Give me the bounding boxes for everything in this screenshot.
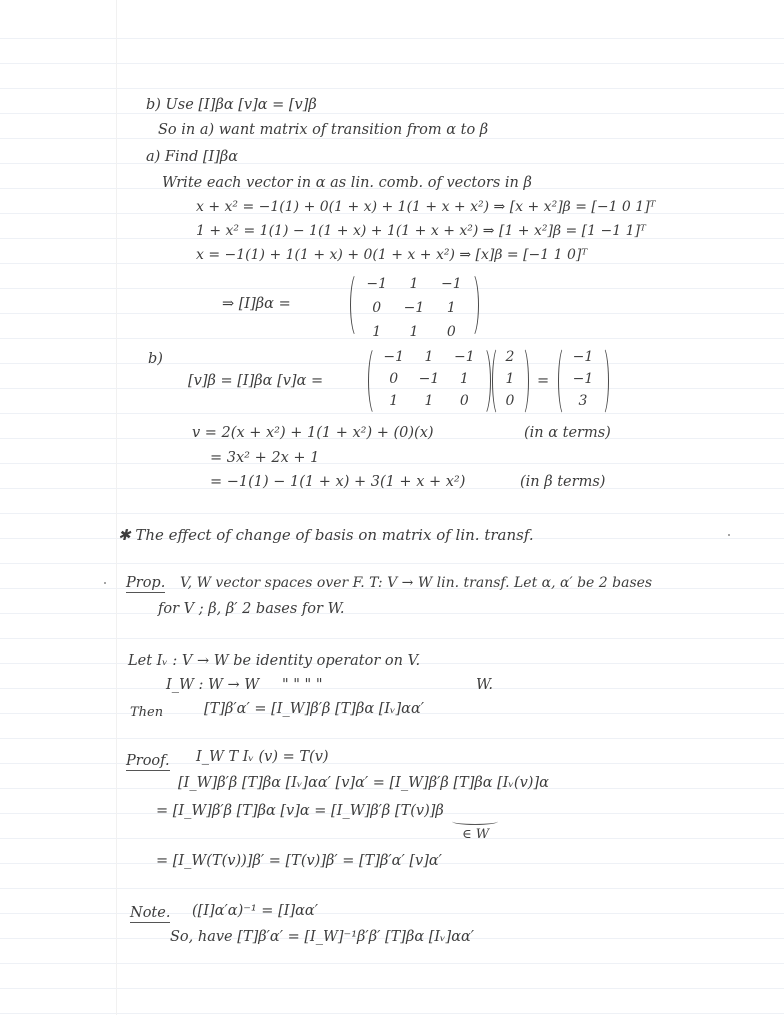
part-b-label: b): [148, 351, 163, 367]
proof-label: Proof.: [126, 753, 170, 769]
right-paren: [476, 346, 491, 416]
matrix-cell: 0: [372, 300, 382, 316]
bullet-dot: [104, 582, 106, 584]
matrix-cell: 0: [389, 371, 399, 387]
then-equation: [T]β′α′ = [I_W]β′β [T]βα [Iᵥ]αα′: [204, 701, 425, 717]
equation-3: x = −1(1) + 1(1 + x) + 0(1 + x + x²) ⇒ [x]β = [−1 1 0]ᵀ: [196, 247, 588, 263]
margin-line: [116, 0, 117, 1015]
matrix-cell: 0: [459, 393, 469, 409]
matrix-I-beta-alpha-b: [376, 346, 482, 412]
matrix-cell: 1: [409, 276, 419, 292]
equation-2: 1 + x² = 1(1) − 1(1 + x) + 1(1 + x + x²) ⇒ [1 + x²]β = [1 −1 1]ᵀ: [196, 223, 646, 239]
line-b-use: b) Use [I]βα [v]α = [v]β: [146, 97, 317, 113]
matrix-cell: 1: [459, 371, 469, 387]
note-line-1: ([I]α′α)⁻¹ = [I]αα′: [192, 903, 318, 919]
vector-v-beta: [566, 346, 600, 412]
matrix-cell: 1: [446, 300, 456, 316]
matrix-I-beta-alpha: [358, 272, 470, 344]
section-heading: ✱ The effect of change of basis on matrix of lin. transf.: [118, 526, 534, 544]
note-label: Note.: [130, 905, 171, 921]
matrix-cell: 1: [409, 324, 419, 340]
prop-text-2: for V ; β, β′ 2 bases for W.: [158, 601, 345, 617]
v-line-1-note: (in α terms): [524, 425, 611, 441]
matrix-cell: 1: [372, 324, 382, 340]
note-line-2: So, have [T]β′α′ = [I_W]⁻¹β′β′ [T]βα [Iᵥ]αα′: [170, 929, 475, 945]
stray-mark: [728, 534, 730, 536]
underbrace: [452, 818, 498, 825]
matrix-cell: 1: [424, 393, 434, 409]
matrix-cell: 1: [389, 393, 399, 409]
vb-label: [v]β = [I]βα [v]α =: [188, 373, 324, 389]
right-paren: [596, 346, 609, 416]
prop-label: Prop.: [126, 575, 166, 591]
then-label: Then: [130, 705, 164, 720]
equation-1: x + x² = −1(1) + 0(1 + x) + 1(1 + x + x²) ⇒ [x + x²]β = [−1 0 1]ᵀ: [196, 199, 656, 215]
line-write-each: Write each vector in α as lin. comb. of vectors in β: [162, 175, 532, 191]
let-line-2-end: W.: [476, 677, 493, 693]
matrix-cell: 0: [446, 324, 456, 340]
matrix-cell: 1: [424, 349, 434, 365]
vector-cell: 2: [505, 349, 515, 365]
matrix-cell: −1: [418, 371, 440, 387]
vector-cell: 1: [505, 371, 515, 387]
line-so-in-a: So in a) want matrix of transition from α to β: [158, 122, 489, 138]
prop-text-1: V, W vector spaces over F. T: V → W lin. transf. Let α, α′ be 2 bases: [180, 575, 653, 591]
v-line-2: = 3x² + 2x + 1: [210, 450, 320, 466]
proof-line-1: I_W T Iᵥ (v) = T(v): [196, 749, 329, 765]
matrix-cell: −1: [366, 276, 387, 292]
matrix-cell: −1: [441, 276, 462, 292]
let-line-2-operator: I_W : W → W: [166, 677, 260, 693]
proof-line-4: = [I_W(T(v))]β′ = [T(v)]β′ = [T]β′α′ [v]α′: [156, 853, 442, 869]
vector-cell: −1: [572, 349, 594, 365]
right-paren: [516, 346, 529, 416]
matrix-cell: −1: [403, 300, 425, 316]
vector-cell: −1: [572, 371, 594, 387]
v-line-3-note: (in β terms): [520, 474, 606, 490]
vector-cell: 3: [578, 393, 588, 409]
line-a-find: a) Find [I]βα: [146, 149, 239, 165]
ditto-marks: " " " ": [282, 677, 323, 693]
proof-line-3: = [I_W]β′β [T]βα [v]α = [I_W]β′β [T(v)]β: [156, 803, 444, 819]
proof-in-w: ∈ W: [462, 827, 490, 842]
v-line-1: v = 2(x + x²) + 1(1 + x²) + (0)(x): [192, 425, 434, 441]
right-paren: [464, 272, 479, 338]
matrix-cell: −1: [383, 349, 404, 365]
let-line-1: Let Iᵥ : V → W be identity operator on V.: [128, 653, 421, 669]
implies-matrix-label: ⇒ [I]βα =: [222, 296, 291, 312]
vector-cell: 0: [505, 393, 515, 409]
v-line-3: = −1(1) − 1(1 + x) + 3(1 + x + x²): [210, 474, 466, 490]
equals-sign: =: [537, 373, 550, 389]
matrix-cell: −1: [454, 349, 475, 365]
proof-line-2: [I_W]β′β [T]βα [Iᵥ]αα′ [v]α′ = [I_W]β′β [T]βα [Iᵥ(v)]α: [178, 775, 549, 791]
